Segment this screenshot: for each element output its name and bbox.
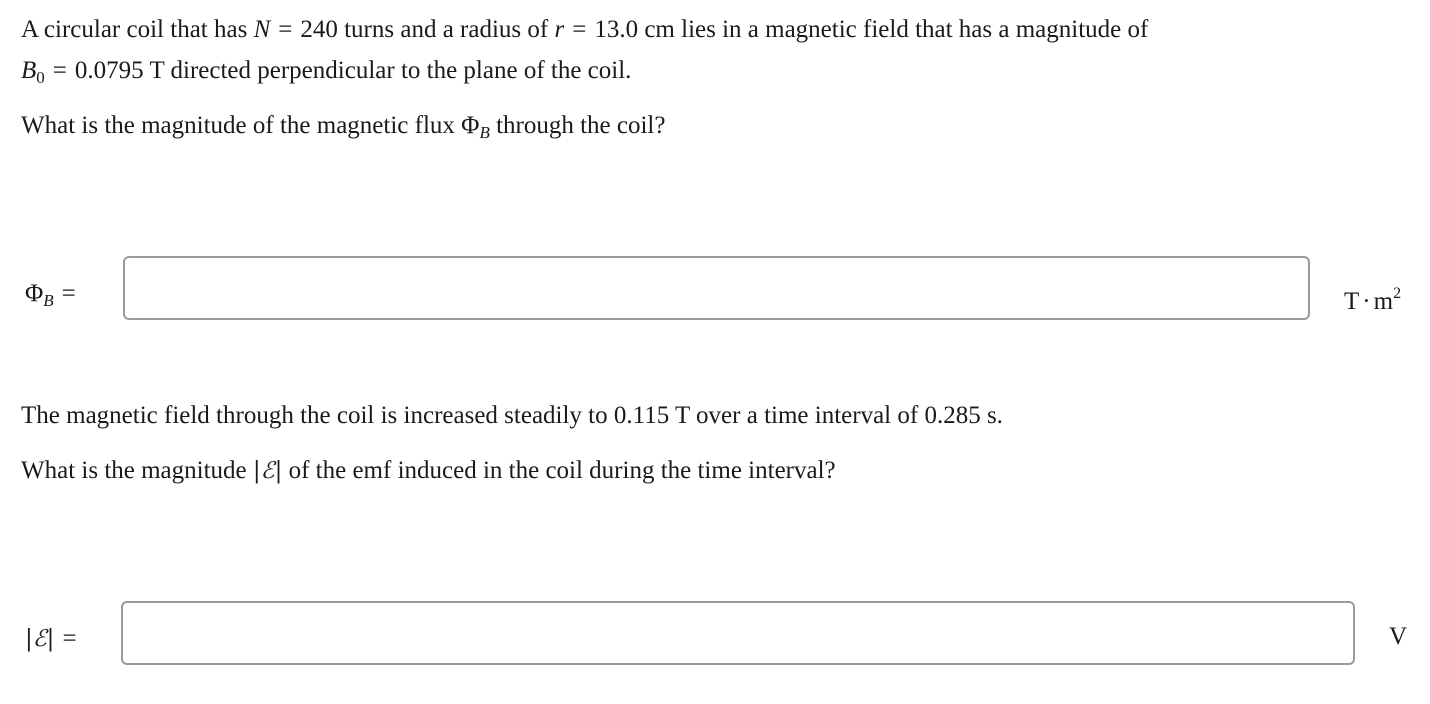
equals-sign: = [61,280,76,307]
phi-subscript: B [43,291,54,310]
answer-2-unit [1389,622,1407,652]
problem-intro-line-1 [21,15,1148,45]
statement-2-text: The magnetic field through the coil is increased steadily to 0.115 T over a time interval of 0.285 s. [21,402,1003,429]
question-2 [21,456,836,486]
question-2-text-before: What is the magnitude [21,457,253,484]
unit-exponent: 2 [1393,285,1402,302]
phi-symbol: Φ [461,112,480,139]
n-symbol: N [253,16,271,43]
emf-symbol: |ℰ| [25,626,55,652]
magnetic-flux-input[interactable] [123,256,1310,320]
question-1-text-after: through the coil? [489,112,666,139]
equals-sign: = [52,57,67,84]
unit-volt: V [1389,623,1408,650]
equals-sign: = [572,16,587,43]
phi-subscript: B [479,123,490,142]
answer-2-label [25,624,85,654]
question-2-text-after: of the emf induced in the coil during the time interval? [282,457,836,484]
answer-1-unit [1344,279,1401,317]
unit-dot: · [1362,288,1371,315]
equals-sign: = [278,16,293,43]
b0-value-text: 0.0795 T directed perpendicular to the plane of the coil. [74,57,632,84]
answer-1-label [25,279,84,316]
problem-intro-line-2 [21,56,631,93]
emf-symbol: |ℰ| [252,458,283,484]
r-symbol: r [554,16,565,43]
b0-subscript: 0 [36,68,45,87]
unit-meter: m [1373,288,1394,315]
b0-symbol: B [21,57,37,84]
equals-sign: = [62,625,77,652]
emf-input[interactable] [121,601,1355,665]
n-value-text: 240 turns and a radius of [300,16,555,43]
unit-tesla: T [1344,288,1360,315]
r-value-text: 13.0 cm lies in a magnetic field that has a magnitude of [594,16,1149,43]
phi-symbol: Φ [25,280,44,307]
question-1 [21,111,665,148]
question-1-text-before: What is the magnitude of the magnetic flux [21,112,462,139]
statement-2 [21,401,1003,431]
intro-text-1: A circular coil that has [21,16,254,43]
